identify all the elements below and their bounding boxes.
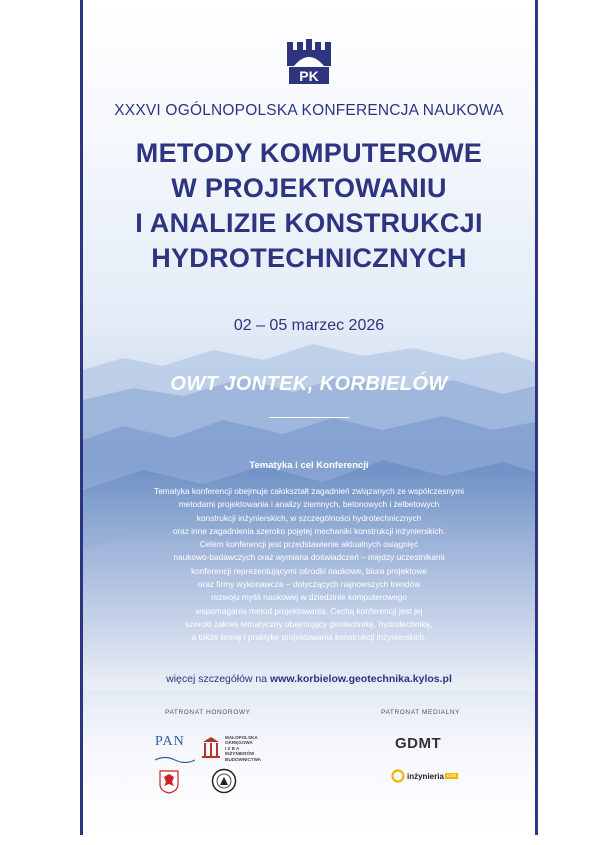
inzynieria-logo-suffix: com <box>446 773 457 779</box>
body-line: metodami projektowania i analizy ziemnych, betonowych i żelbetowych <box>178 499 440 510</box>
body-line: rozwoju myśli naukowej w dziedzinie komputerowego <box>211 592 407 603</box>
title-line: METODY KOMPUTEROWE <box>135 138 483 168</box>
topic-description <box>103 485 515 645</box>
website-link[interactable]: www.korbielow.geotechnika.kylos.pl <box>270 673 452 685</box>
inzynieria-logo <box>391 768 458 784</box>
body-line: Tematyka konferencji obejmuje całokształt zagadnień związanych ze współczesnymi <box>154 486 464 496</box>
honorary-patronage-label: PATRONAT HONOROWY <box>165 709 251 716</box>
body-line: wspomagania metod projektowania. Cechą konferencji jest jej <box>195 605 423 616</box>
body-line: oraz inne zagadnienia szeroko pojętej mechaniki konstrukcji inżynierskich. <box>172 525 446 536</box>
media-patronage-label: PATRONAT MEDIALNY <box>381 709 461 716</box>
body-line: Celem konferencji jest przedstawienie aktualnych osiągnięć <box>199 539 419 550</box>
pan-logo-text: PAN <box>155 734 185 749</box>
castle-pk-icon <box>284 36 334 86</box>
more-info <box>83 673 535 685</box>
chamber-line: OKRĘGOWA <box>225 740 253 746</box>
seal-logo-icon <box>211 768 237 794</box>
gdmt-logo: GDMT <box>395 735 442 752</box>
chamber-logo <box>201 734 273 764</box>
conference-venue: OWT JONTEK, KORBIELÓW <box>170 373 448 395</box>
body-line: konferencji reprezentującymi ośrodki naukowe, biura projektowe <box>191 565 427 576</box>
pan-logo <box>155 734 195 760</box>
chamber-building-icon <box>201 736 221 760</box>
conference-date: 02 – 05 marzec 2026 <box>233 317 385 334</box>
divider <box>269 417 349 418</box>
conference-edition: XXXVI OGÓLNOPOLSKA KONFERENCJA NAUKOWA <box>114 102 504 119</box>
topic-heading: Tematyka i cel Konferencji <box>249 460 369 471</box>
chamber-line: INŻYNIERÓW <box>225 751 255 757</box>
chamber-logo-text <box>225 735 261 762</box>
conference-title <box>83 136 535 276</box>
poster <box>80 0 538 835</box>
pan-wave-icon <box>155 755 195 763</box>
logo-letters: PK <box>299 68 319 84</box>
inzynieria-logo-text: inżynieria <box>407 771 444 781</box>
title-line: HYDROTECHNICZNYCH <box>151 243 467 273</box>
body-line: a także teorię i praktykę projektowania konstrukcji inżynierskich. <box>191 632 427 643</box>
title-line: W PROJEKTOWANIU <box>171 173 447 203</box>
inzynieria-circle-icon <box>391 769 405 783</box>
more-info-prefix: więcej szczegółów na <box>166 673 271 685</box>
chamber-line: BUDOWNICTWA <box>225 756 261 762</box>
body-line: szeroki zakres tematyczny obejmujący geotechnikę, hydrotechnikę, <box>185 618 433 629</box>
chamber-line: MAŁOPOLSKA <box>225 735 258 740</box>
title-line: I ANALIZIE KONSTRUKCJI <box>135 208 483 238</box>
chamber-line: I Z B A <box>225 745 240 751</box>
coat-of-arms-icon <box>159 770 179 794</box>
body-line: konstrukcji inżynierskich, w szczególności hydrotechnicznych <box>196 512 422 523</box>
body-line: naukowo-badawczych oraz wymiana doświadczeń – między uczestnikami <box>173 552 445 563</box>
body-line: oraz firmy wykonawcze – dotyczących najnowszych trendów <box>197 579 421 590</box>
